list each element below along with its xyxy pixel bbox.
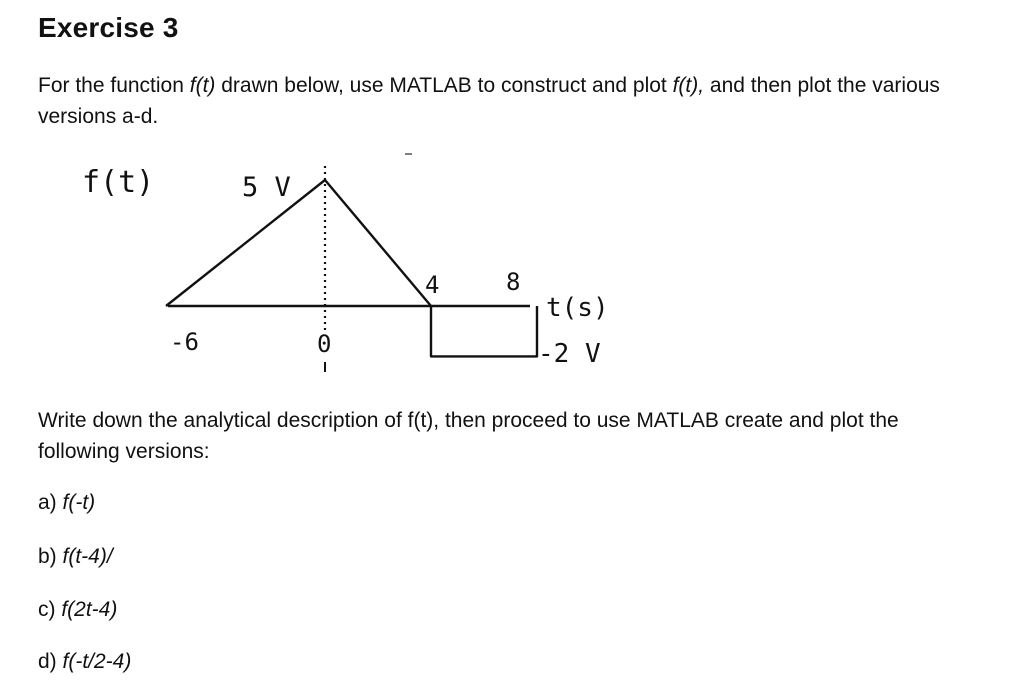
version-item-a: [38, 490, 95, 516]
item-label: b): [38, 545, 63, 568]
intro-text-1: For the function: [38, 74, 190, 97]
item-expression: f(-t): [62, 491, 96, 514]
intro-text-2: drawn below, use MATLAB to construct and plot: [215, 74, 673, 97]
waveform-figure: [60, 150, 680, 390]
time-axis-label: t(s): [546, 293, 609, 323]
tick-label-four: 4: [425, 271, 440, 299]
instructions-paragraph: Write down the analytical description of f(t), then proceed to use MATLAB create and plot the following versions:: [38, 409, 899, 463]
item-label: d): [38, 650, 63, 673]
intro-paragraph: [38, 70, 978, 132]
version-item-d: [38, 649, 131, 675]
version-item-b: [38, 544, 113, 570]
intro-func-1: f(t): [189, 74, 216, 97]
y-axis-label: f(t): [82, 165, 155, 200]
waveform-line: [166, 180, 537, 356]
item-expression: f(2t-4): [61, 598, 118, 621]
item-expression: f(-t/2-4): [62, 650, 132, 673]
negative-voltage-label: -2 V: [538, 339, 601, 369]
tick-label-minus6: -6: [170, 328, 199, 356]
tick-label-eight: 8: [506, 268, 521, 296]
item-label: a): [38, 491, 63, 514]
item-expression: f(t-4)/: [62, 545, 113, 568]
intro-func-2: f(t),: [672, 74, 705, 97]
peak-voltage-label: 5 V: [242, 172, 291, 203]
version-item-c: [38, 597, 117, 623]
item-label: c): [38, 598, 62, 621]
intro-text-3: and then plot the various versions a-d.: [38, 74, 940, 128]
tick-label-zero: 0: [317, 330, 332, 358]
waveform-svg: [60, 150, 680, 390]
exercise-title: Exercise 3: [38, 12, 179, 43]
